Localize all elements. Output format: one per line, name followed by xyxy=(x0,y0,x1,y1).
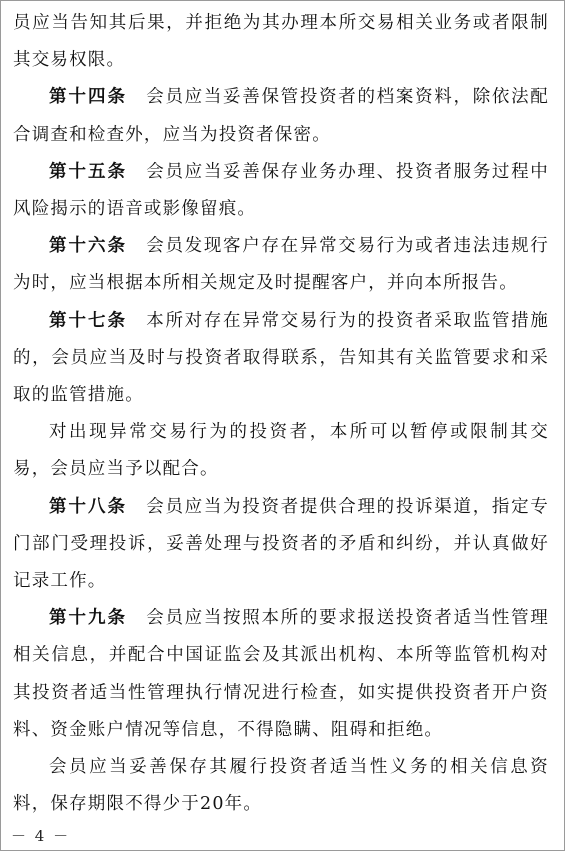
document-body xyxy=(13,5,549,823)
article-number: 第十六条 xyxy=(49,236,128,257)
paragraph-text: 对出现异常交易行为的投资者，本所可以暂停或限制其交易，会员应当予以配合。 xyxy=(13,422,549,480)
paragraph-text: 会员应当按照本所的要求报送投资者适当性管理相关信息，并配合中国证监会及其派出机构、本所等监管机构对其投资者适当性管理执行情况进行检查，如实提供投资者开户资料、资金账户情况等信息，不得隐瞒、阻碍和拒绝。 xyxy=(13,608,550,740)
article-17-clause-2 xyxy=(13,414,549,488)
paragraph-text: 会员应当为投资者提供合理的投诉渠道，指定专门部门受理投诉，妥善处理与投资者的矛盾和纠纷，并认真做好记录工作。 xyxy=(13,496,550,592)
paragraph-text: 会员应当妥善保存其履行投资者适当性义务的相关信息资料，保存期限不得少于20年。 xyxy=(13,757,549,815)
page-number: － 4 － xyxy=(11,827,71,845)
article-17 xyxy=(13,303,549,415)
paragraph-continuation xyxy=(13,5,549,79)
article-number: 第十八条 xyxy=(49,496,128,517)
article-14 xyxy=(13,79,549,153)
article-18 xyxy=(13,489,549,601)
paragraph-text: 会员应当妥善保管投资者的档案资料，除依法配合调查和检查外，应当为投资者保密。 xyxy=(13,87,550,145)
article-number: 第十九条 xyxy=(49,608,128,629)
paragraph-text: 员应当告知其后果，并拒绝为其办理本所交易相关业务或者限制其交易权限。 xyxy=(13,13,549,71)
article-19-clause-2 xyxy=(13,749,549,823)
article-19 xyxy=(13,600,549,749)
paragraph-text: 本所对存在异常交易行为的投资者采取监管措施的，会员应当及时与投资者取得联系，告知其有关监管要求和采取的监管措施。 xyxy=(13,310,550,406)
article-number: 第十七条 xyxy=(49,310,128,331)
article-15 xyxy=(13,154,549,228)
article-16 xyxy=(13,228,549,302)
article-number: 第十四条 xyxy=(49,87,128,108)
paragraph-text: 会员发现客户存在异常交易行为或者违法违规行为时，应当根据本所相关规定及时提醒客户，并向本所报告。 xyxy=(13,236,550,294)
article-number: 第十五条 xyxy=(49,161,128,182)
paragraph-text: 会员应当妥善保存业务办理、投资者服务过程中风险揭示的语音或影像留痕。 xyxy=(13,161,550,220)
